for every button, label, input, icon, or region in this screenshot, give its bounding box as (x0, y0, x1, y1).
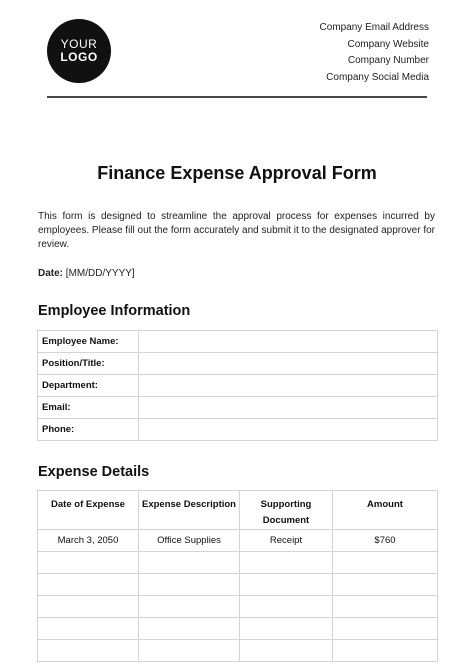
expense-amount-cell[interactable] (333, 596, 438, 618)
table-header-row (38, 491, 438, 530)
email-label: Email: (38, 397, 139, 419)
expense-amount-cell[interactable] (333, 574, 438, 596)
date-label: Date: (38, 268, 64, 279)
expense-document-cell[interactable] (240, 640, 333, 662)
expense-date-cell[interactable] (38, 552, 139, 574)
expense-description-cell[interactable] (139, 640, 240, 662)
intro-paragraph: This form is designed to streamline the approval process for expenses incurred by employees. Please fill out the form accurately and submit it to the designated approver for review. (38, 211, 435, 250)
company-logo (47, 19, 111, 83)
expense-details-table (37, 490, 438, 662)
company-email: Company Email Address (319, 22, 429, 33)
expense-document-cell[interactable] (240, 552, 333, 574)
column-header-amount: Amount (333, 491, 438, 530)
form-title: Finance Expense Approval Form (97, 163, 377, 183)
department-field[interactable] (139, 375, 438, 397)
expense-description-cell[interactable] (139, 552, 240, 574)
logo-text-line2: LOGO (60, 50, 98, 64)
column-header-document: Supporting Document (240, 491, 333, 530)
expense-amount-cell[interactable] (333, 618, 438, 640)
expense-document-cell[interactable]: Receipt (240, 530, 333, 552)
expense-section-heading: Expense Details (38, 464, 150, 480)
phone-field[interactable] (139, 419, 438, 441)
table-row (38, 640, 438, 662)
table-row (38, 530, 438, 552)
expense-date-cell[interactable]: March 3, 2050 (38, 530, 139, 552)
logo-text-line1: YOUR (60, 37, 98, 51)
expense-description-cell[interactable] (139, 618, 240, 640)
table-row (38, 397, 438, 419)
table-row (38, 375, 438, 397)
column-header-date: Date of Expense (38, 491, 139, 530)
expense-date-cell[interactable] (38, 596, 139, 618)
header-divider (47, 96, 427, 98)
employee-name-field[interactable] (139, 331, 438, 353)
date-value[interactable]: [MM/DD/YYYY] (65, 268, 135, 279)
table-row (38, 353, 438, 375)
table-row (38, 331, 438, 353)
company-social: Company Social Media (326, 71, 429, 83)
expense-document-cell[interactable] (240, 574, 333, 596)
expense-document-cell[interactable] (240, 618, 333, 640)
expense-date-cell[interactable] (38, 618, 139, 640)
expense-description-cell[interactable] (139, 596, 240, 618)
expense-date-cell[interactable] (38, 640, 139, 662)
company-number: Company Number (347, 55, 429, 66)
position-title-field[interactable] (139, 353, 438, 375)
table-row (38, 596, 438, 618)
expense-document-cell[interactable] (240, 596, 333, 618)
expense-amount-cell[interactable] (333, 552, 438, 574)
company-info (320, 20, 430, 86)
expense-amount-cell[interactable]: $760 (333, 530, 438, 552)
table-row (38, 419, 438, 441)
expense-description-cell[interactable]: Office Supplies (139, 530, 240, 552)
table-row (38, 574, 438, 596)
phone-label: Phone: (38, 419, 139, 441)
employee-name-label: Employee Name: (38, 331, 139, 353)
position-title-label: Position/Title: (38, 353, 139, 375)
expense-date-cell[interactable] (38, 574, 139, 596)
table-row (38, 618, 438, 640)
expense-amount-cell[interactable] (333, 640, 438, 662)
employee-info-table (37, 330, 438, 441)
date-line (38, 268, 135, 279)
department-label: Department: (38, 375, 139, 397)
email-field[interactable] (139, 397, 438, 419)
expense-description-cell[interactable] (139, 574, 240, 596)
employee-section-heading: Employee Information (38, 303, 191, 319)
column-header-description: Expense Description (139, 491, 240, 530)
table-row (38, 552, 438, 574)
company-website: Company Website (347, 38, 429, 50)
